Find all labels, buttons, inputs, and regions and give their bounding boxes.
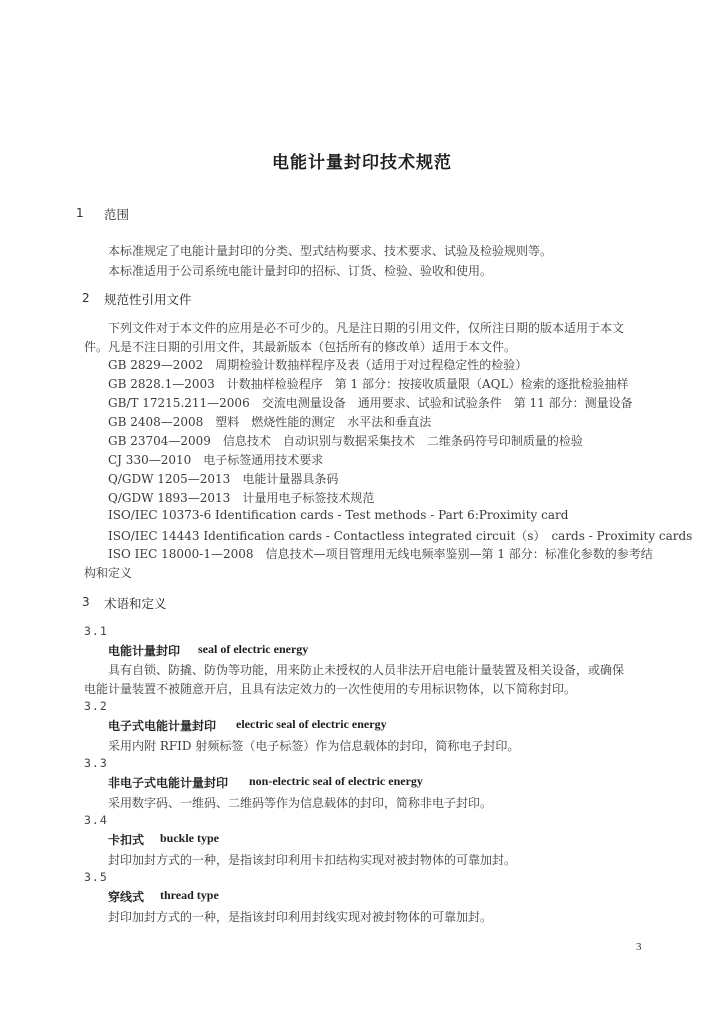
term-definition: 封印加封方式的一种，是指该封印利用卡扣结构实现对被封物体的可靠加封。 bbox=[108, 853, 517, 867]
reference-item: GB 2828.1—2003 计数抽样检验程序 第 1 部分：按接收质量限（AQL）检索的逐批检验抽样 bbox=[108, 377, 629, 391]
section-1-title: 范围 bbox=[104, 207, 130, 222]
term-english: thread type bbox=[160, 888, 219, 902]
section-2-intro-line: 下列文件对于本文件的应用是必不可少的。凡是注日期的引用文件，仅所注日期的版本适用于本文 bbox=[108, 321, 625, 335]
term-english: non-electric seal of electric energy bbox=[249, 774, 423, 788]
term-chinese: 电能计量封印 bbox=[108, 644, 181, 658]
section-1-number: 1 bbox=[76, 206, 84, 220]
section-2-number: 2 bbox=[82, 291, 90, 305]
reference-item: Q/GDW 1205—2013 电能计量器具条码 bbox=[108, 472, 339, 486]
reference-item: Q/GDW 1893—2013 计量用电子标签技术规范 bbox=[108, 491, 375, 505]
term-definition: 具有自锁、防撬、防伪等功能，用来防止未授权的人员非法开启电能计量装置及相关设备，或确保 bbox=[108, 663, 625, 677]
term-number: 3.3 bbox=[84, 756, 108, 770]
reference-item: ISO/IEC 14443 Identification cards - Contactless integrated circuit（s） cards - Proximity cards bbox=[108, 529, 693, 543]
term-number: 3.1 bbox=[84, 624, 108, 638]
reference-item: CJ 330—2010 电子标签通用技术要求 bbox=[108, 453, 324, 467]
term-definition: 封印加封方式的一种，是指该封印利用封线实现对被封物体的可靠加封。 bbox=[108, 910, 493, 924]
term-english: electric seal of electric energy bbox=[236, 717, 387, 731]
term-definition: 电能计量装置不被随意开启，且具有法定效力的一次性使用的专用标识物体，以下简称封印。 bbox=[84, 682, 577, 696]
term-number: 3.2 bbox=[84, 699, 108, 713]
document-title: 电能计量封印技术规范 bbox=[272, 153, 452, 173]
page-number: 3 bbox=[636, 941, 642, 953]
term-english: buckle type bbox=[160, 831, 220, 845]
term-chinese: 卡扣式 bbox=[108, 833, 145, 847]
section-3-number: 3 bbox=[82, 595, 90, 609]
term-definition: 采用数字码、一维码、二维码等作为信息载体的封印，简称非电子封印。 bbox=[108, 796, 493, 810]
term-chinese: 非电子式电能计量封印 bbox=[108, 776, 229, 790]
reference-item: GB 2408—2008 塑料 燃烧性能的测定 水平法和垂直法 bbox=[108, 415, 432, 429]
reference-item: GB 2829—2002 周期检验计数抽样程序及表（适用于对过程稳定性的检验） bbox=[108, 358, 528, 372]
section-1-line: 本标准适用于公司系统电能计量封印的招标、订货、检验、验收和使用。 bbox=[108, 264, 493, 278]
term-chinese: 穿线式 bbox=[108, 890, 145, 904]
section-3-title: 术语和定义 bbox=[104, 596, 167, 611]
term-number: 3.5 bbox=[84, 870, 108, 884]
reference-item: GB 23704—2009 信息技术 自动识别与数据采集技术 二维条码符号印制质量的检验 bbox=[108, 434, 583, 448]
reference-item: ISO IEC 18000-1—2008 信息技术—项目管理用无线电频率鉴别—第 1 部分：标准化参数的参考结 bbox=[108, 547, 653, 561]
term-definition: 采用内附 RFID 射频标签（电子标签）作为信息载体的封印，简称电子封印。 bbox=[108, 739, 520, 753]
reference-item: GB/T 17215.211—2006 交流电测量设备 通用要求、试验和试验条件 第 11 部分：测量设备 bbox=[108, 396, 633, 410]
section-2-intro-line: 件。凡是不注日期的引用文件，其最新版本（包括所有的修改单）适用于本文件。 bbox=[84, 340, 517, 354]
term-english: seal of electric energy bbox=[198, 642, 309, 656]
term-number: 3.4 bbox=[84, 813, 108, 827]
reference-item-continuation: 构和定义 bbox=[84, 566, 133, 580]
section-2-title: 规范性引用文件 bbox=[104, 292, 192, 307]
term-chinese: 电子式电能计量封印 bbox=[108, 719, 217, 733]
section-1-line: 本标准规定了电能计量封印的分类、型式结构要求、技术要求、试验及检验规则等。 bbox=[108, 244, 553, 258]
reference-item: ISO/IEC 10373-6 Identification cards - Test methods - Part 6:Proximity card bbox=[108, 508, 569, 522]
